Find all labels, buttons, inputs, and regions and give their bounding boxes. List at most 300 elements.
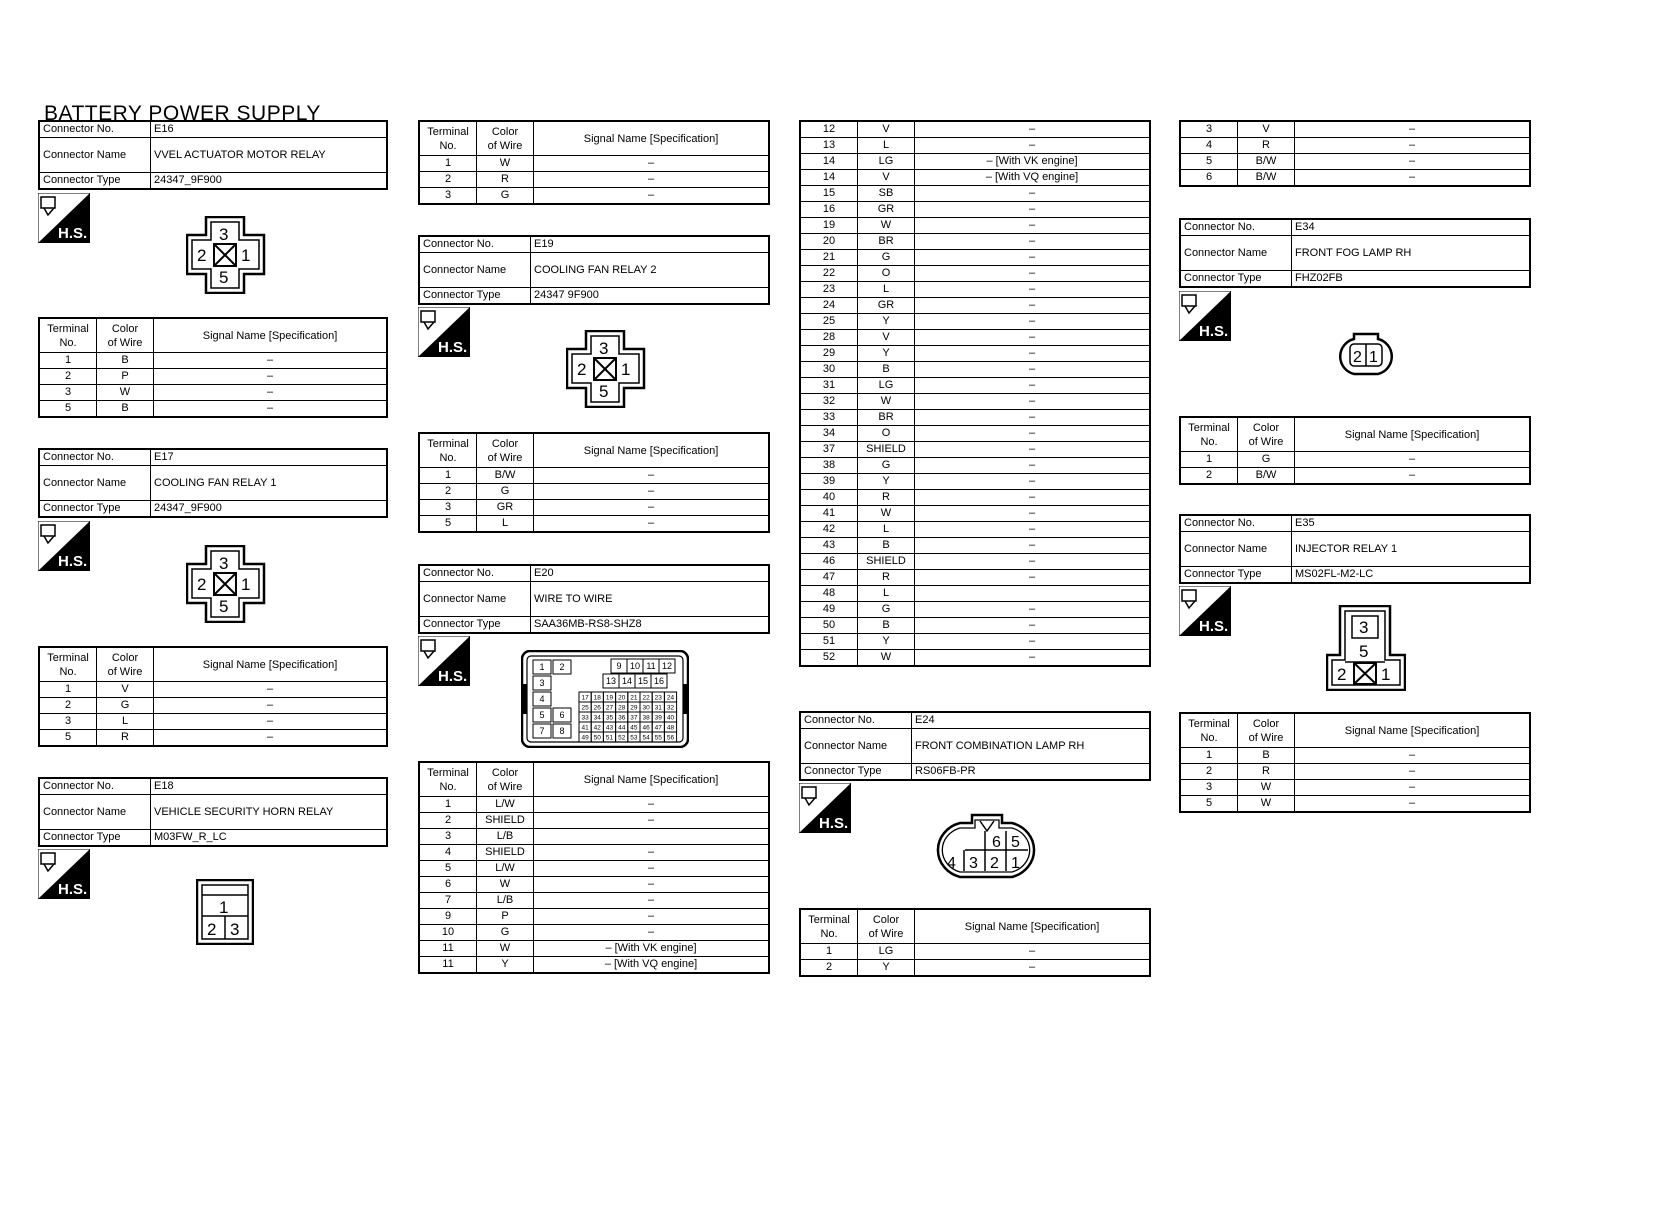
connector-name-value: FRONT COMBINATION LAMP RH xyxy=(912,729,1151,764)
terminal-no: 21 xyxy=(800,250,858,266)
signal-name: – xyxy=(915,474,1151,490)
terminal-row xyxy=(800,202,1150,218)
signal-name: – xyxy=(1295,748,1531,764)
terminal-row xyxy=(800,138,1150,154)
signal-name: – xyxy=(915,298,1151,314)
svg-text:5: 5 xyxy=(1011,834,1020,851)
signal-name: – xyxy=(534,845,770,861)
terminal-no: 11 xyxy=(419,941,477,957)
pin-cell: 46 xyxy=(642,724,650,732)
pin-cell: 16 xyxy=(653,676,665,687)
terminal-row xyxy=(800,426,1150,442)
terminal-no: 42 xyxy=(800,522,858,538)
pin-cell: 22 xyxy=(642,694,650,702)
terminal-no: 48 xyxy=(800,586,858,602)
terminal-row xyxy=(1180,154,1530,170)
terminal-row xyxy=(800,522,1150,538)
wire-color: V xyxy=(858,121,915,138)
wire-color: B/W xyxy=(1238,170,1295,187)
terminal-table-e24-continued xyxy=(1179,120,1531,187)
terminal-row xyxy=(800,250,1150,266)
terminal-no: 2 xyxy=(800,960,858,977)
terminal-row xyxy=(1180,170,1530,187)
wire-color: W xyxy=(477,156,534,172)
signal-name: – xyxy=(154,353,388,369)
signal-name: – xyxy=(915,944,1151,960)
wire-color: B/W xyxy=(477,468,534,484)
pin-cell: 12 xyxy=(661,661,673,672)
terminal-row xyxy=(800,538,1150,554)
signal-name: – xyxy=(915,330,1151,346)
signal-name: – xyxy=(1295,796,1531,813)
terminal-row xyxy=(800,650,1150,667)
wire-color: BR xyxy=(858,234,915,250)
terminal-row xyxy=(800,506,1150,522)
pin-cell: 24 xyxy=(666,694,675,702)
wire-color: G xyxy=(477,925,534,941)
terminal-row xyxy=(800,570,1150,586)
terminal-no: 25 xyxy=(800,314,858,330)
wire-color: SHIELD xyxy=(477,813,534,829)
signal-name: – xyxy=(154,385,388,401)
connector-face-e34 xyxy=(1332,332,1400,381)
pin-cell: 25 xyxy=(581,704,589,712)
terminal-no: 5 xyxy=(419,516,477,533)
terminal-row xyxy=(419,797,769,813)
wire-color: SHIELD xyxy=(858,554,915,570)
terminal-row xyxy=(419,156,769,172)
terminal-row xyxy=(39,401,387,418)
terminal-no: 46 xyxy=(800,554,858,570)
terminal-row xyxy=(419,188,769,205)
connector-info-e34: Connector No. E34 Connector Name FRONT FOG LAMP RH Connector Type FHZ02FB xyxy=(1179,218,1531,288)
connector-type-value: 24347_9F900 xyxy=(151,501,388,518)
page-title: BATTERY POWER SUPPLY xyxy=(44,102,321,125)
terminal-no: 15 xyxy=(800,186,858,202)
wire-color: G xyxy=(858,458,915,474)
terminal-no: 20 xyxy=(800,234,858,250)
pin-cell: 11 xyxy=(646,661,656,672)
pin-cell: 10 xyxy=(629,661,641,672)
signal-name: – xyxy=(915,506,1151,522)
terminal-no: 30 xyxy=(800,362,858,378)
signal-name: – xyxy=(915,650,1151,667)
connector-name-value: WIRE TO WIRE xyxy=(531,582,770,617)
terminal-row xyxy=(800,186,1150,202)
terminal-no: 14 xyxy=(800,154,858,170)
wire-color: B xyxy=(1238,748,1295,764)
signal-name: – xyxy=(154,682,388,698)
svg-text:3: 3 xyxy=(969,855,978,872)
wire-color: G xyxy=(858,250,915,266)
connector-no-value: E20 xyxy=(531,565,770,582)
terminal-no: 2 xyxy=(39,698,97,714)
terminal-row xyxy=(800,362,1150,378)
terminal-row xyxy=(1180,468,1530,485)
wire-color: BR xyxy=(858,410,915,426)
pin-2: 2 xyxy=(197,246,207,265)
terminal-no: 52 xyxy=(800,650,858,667)
signal-name: – xyxy=(534,156,770,172)
signal-name: – xyxy=(915,410,1151,426)
wire-color: V xyxy=(858,170,915,186)
signal-name: – xyxy=(534,172,770,188)
signal-name: – xyxy=(154,401,388,418)
pin-cell: 42 xyxy=(593,724,601,732)
svg-text:2: 2 xyxy=(990,855,999,872)
pin-cell: 20 xyxy=(618,694,626,702)
connector-face-e17 xyxy=(186,545,266,628)
wire-color: W xyxy=(477,877,534,893)
connector-name-value: VEHICLE SECURITY HORN RELAY xyxy=(151,795,388,830)
terminal-row xyxy=(800,586,1150,602)
hs-badge-icon xyxy=(38,521,90,571)
svg-text:H.S.: H.S. xyxy=(1199,618,1229,635)
terminal-row xyxy=(800,458,1150,474)
pin-cell: 2 xyxy=(559,662,565,673)
pin-cell: 37 xyxy=(630,714,638,722)
terminal-no: 33 xyxy=(800,410,858,426)
terminal-no: 1 xyxy=(1180,452,1238,468)
pin-cell: 28 xyxy=(618,704,626,712)
signal-name: – [With VQ engine] xyxy=(534,957,770,974)
connector-type-value: RS06FB-PR xyxy=(912,764,1151,781)
terminal-no: 34 xyxy=(800,426,858,442)
wire-color: B xyxy=(858,618,915,634)
terminal-no: 5 xyxy=(39,730,97,747)
terminal-row xyxy=(419,941,769,957)
svg-text:H.S.: H.S. xyxy=(1199,323,1229,340)
terminal-no: 32 xyxy=(800,394,858,410)
terminal-no: 3 xyxy=(39,714,97,730)
terminal-row xyxy=(800,394,1150,410)
terminal-row xyxy=(39,369,387,385)
signal-name: – xyxy=(915,218,1151,234)
pin-cell: 15 xyxy=(637,676,649,687)
wire-color: G xyxy=(477,188,534,205)
signal-name: – xyxy=(915,602,1151,618)
terminal-no: 41 xyxy=(800,506,858,522)
terminal-row xyxy=(419,813,769,829)
terminal-no: 12 xyxy=(800,121,858,138)
svg-text:2: 2 xyxy=(197,575,207,594)
signal-name: – xyxy=(534,861,770,877)
wire-color: G xyxy=(477,484,534,500)
terminal-row xyxy=(800,554,1150,570)
terminal-row xyxy=(419,172,769,188)
signal-name: – xyxy=(915,490,1151,506)
pin-cell: 23 xyxy=(654,694,662,702)
svg-text:1: 1 xyxy=(621,360,631,379)
signal-name: – xyxy=(915,960,1151,977)
signal-name: – xyxy=(915,202,1151,218)
signal-name: – xyxy=(915,570,1151,586)
signal-name: – xyxy=(915,234,1151,250)
wire-color: B xyxy=(858,362,915,378)
wire-color: R xyxy=(858,570,915,586)
terminal-row xyxy=(39,730,387,747)
connector-name-value: VVEL ACTUATOR MOTOR RELAY xyxy=(151,138,388,173)
terminal-no: 3 xyxy=(1180,121,1238,138)
terminal-row xyxy=(800,282,1150,298)
terminal-no: 1 xyxy=(419,468,477,484)
signal-name: – xyxy=(534,909,770,925)
signal-name: – [With VQ engine] xyxy=(915,170,1151,186)
terminal-row xyxy=(419,957,769,974)
svg-text:1: 1 xyxy=(1011,855,1020,872)
wire-color: SB xyxy=(858,186,915,202)
signal-name: – xyxy=(915,250,1151,266)
terminal-no: 2 xyxy=(419,484,477,500)
pin-cell: 56 xyxy=(666,734,675,742)
terminal-no: 3 xyxy=(1180,780,1238,796)
wire-color: L xyxy=(858,522,915,538)
svg-text:2: 2 xyxy=(1337,665,1347,684)
connector-face-e19 xyxy=(566,330,646,413)
wire-color: B xyxy=(858,538,915,554)
hs-badge-label: H.S. xyxy=(58,225,88,242)
signal-name: – xyxy=(915,346,1151,362)
signal-name: – xyxy=(534,893,770,909)
connector-no-value: E16 xyxy=(151,121,388,138)
hs-badge-icon xyxy=(1179,291,1231,341)
svg-text:1: 1 xyxy=(219,898,229,917)
terminal-row xyxy=(1180,121,1530,138)
wire-color: W xyxy=(1238,796,1295,813)
wire-color: L/B xyxy=(477,829,534,845)
connector-type-value: 24347_9F900 xyxy=(151,173,388,190)
signal-name: – xyxy=(915,282,1151,298)
terminal-no: 1 xyxy=(800,944,858,960)
terminal-table-e18: Terminal No. Color of Wire Signal Name [Specification] 1 W – 2 R – 3 G – xyxy=(418,120,770,205)
terminal-no: 16 xyxy=(800,202,858,218)
connector-info-e19: Connector No. E19 Connector Name COOLING FAN RELAY 2 Connector Type 24347 9F900 xyxy=(418,235,770,305)
svg-text:5: 5 xyxy=(1359,642,1369,661)
terminal-no: 38 xyxy=(800,458,858,474)
terminal-no: 1 xyxy=(39,353,97,369)
connector-no-value: E24 xyxy=(912,712,1151,729)
pin-cell: 8 xyxy=(559,726,565,737)
pin-cell: 14 xyxy=(621,676,633,687)
terminal-row xyxy=(419,861,769,877)
wire-color: P xyxy=(477,909,534,925)
wire-color: LG xyxy=(858,378,915,394)
terminal-table-e20: Terminal No. Color of Wire Signal Name [Specification] 1 L/W – 2 SHIELD – 3 L/B 4 SHIELD – 5 L/W – 6 W – 7 L/B – 9 P – 10 G – 11 W – [With VK engine] 11 Y – [With VQ engine] xyxy=(418,761,770,974)
wire-color: GR xyxy=(858,202,915,218)
wire-color: L xyxy=(97,714,154,730)
pin-cell: 48 xyxy=(666,724,675,732)
terminal-row xyxy=(800,346,1150,362)
terminal-no: 19 xyxy=(800,218,858,234)
wire-color: SHIELD xyxy=(477,845,534,861)
terminal-table-e20-continued xyxy=(799,120,1151,667)
signal-name xyxy=(915,586,1151,602)
terminal-no: 1 xyxy=(1180,748,1238,764)
terminal-row xyxy=(800,490,1150,506)
terminal-row xyxy=(800,330,1150,346)
terminal-table-e35: Terminal No. Color of Wire Signal Name [Specification] 1 B – 2 R – 3 W – 5 W – xyxy=(1179,712,1531,813)
pin-cell: 45 xyxy=(630,724,638,732)
connector-type-value: 24347 9F900 xyxy=(531,288,770,305)
terminal-row xyxy=(419,500,769,516)
svg-text:2: 2 xyxy=(1353,349,1362,366)
pin-cell: 9 xyxy=(616,661,622,672)
pin-cell: 27 xyxy=(605,704,614,712)
terminal-row xyxy=(419,829,769,845)
signal-name: – xyxy=(915,426,1151,442)
terminal-row xyxy=(419,484,769,500)
terminal-row xyxy=(800,634,1150,650)
pin-cell: 54 xyxy=(642,734,650,742)
wire-color: B/W xyxy=(1238,468,1295,485)
wire-color: W xyxy=(858,650,915,667)
wire-color: G xyxy=(858,602,915,618)
terminal-no: 39 xyxy=(800,474,858,490)
signal-name: – xyxy=(915,458,1151,474)
terminal-row xyxy=(419,877,769,893)
pin-1: 1 xyxy=(241,246,251,265)
signal-name: – xyxy=(1295,780,1531,796)
pin-cell: 52 xyxy=(618,734,626,742)
connector-info-e35: Connector No. E35 Connector Name INJECTOR RELAY 1 Connector Type MS02FL-M2-LC xyxy=(1179,514,1531,584)
signal-name: – xyxy=(915,394,1151,410)
terminal-table-e19: Terminal No. Color of Wire Signal Name [Specification] 1 B/W – 2 G – 3 GR – 5 L – xyxy=(418,432,770,533)
connector-type-value: FHZ02FB xyxy=(1292,271,1531,288)
terminal-no: 2 xyxy=(1180,468,1238,485)
terminal-row xyxy=(800,218,1150,234)
terminal-no: 51 xyxy=(800,634,858,650)
terminal-no: 40 xyxy=(800,490,858,506)
pin-cell: 29 xyxy=(630,704,638,712)
svg-text:H.S.: H.S. xyxy=(819,815,849,832)
terminal-row xyxy=(39,353,387,369)
svg-text:2: 2 xyxy=(207,920,217,939)
pin-cell: 33 xyxy=(581,714,589,722)
terminal-row xyxy=(800,960,1150,977)
terminal-row xyxy=(39,714,387,730)
connector-no-label: Connector No. xyxy=(39,121,151,138)
terminal-row xyxy=(1180,748,1530,764)
signal-name: – xyxy=(915,522,1151,538)
svg-text:3: 3 xyxy=(599,339,609,358)
pin-cell: 36 xyxy=(618,714,626,722)
terminal-row xyxy=(800,170,1150,186)
signal-name: – xyxy=(1295,121,1531,138)
connector-info-e18: Connector No. E18 Connector Name VEHICLE SECURITY HORN RELAY Connector Type M03FW_R_LC xyxy=(38,777,388,847)
connector-no-value: E19 xyxy=(531,236,770,253)
terminal-no: 22 xyxy=(800,266,858,282)
terminal-no: 3 xyxy=(39,385,97,401)
terminal-no: 4 xyxy=(1180,138,1238,154)
terminal-no: 7 xyxy=(419,893,477,909)
connector-name-value: INJECTOR RELAY 1 xyxy=(1292,532,1531,567)
terminal-row xyxy=(800,618,1150,634)
wire-color: Y xyxy=(858,960,915,977)
terminal-no: 37 xyxy=(800,442,858,458)
terminal-no: 2 xyxy=(39,369,97,385)
signal-name: – xyxy=(534,516,770,533)
wire-color: R xyxy=(858,490,915,506)
terminal-row xyxy=(800,410,1150,426)
terminal-no: 23 xyxy=(800,282,858,298)
signal-name: – xyxy=(915,378,1151,394)
pin-cell: 1 xyxy=(539,662,545,673)
terminal-no: 24 xyxy=(800,298,858,314)
pin-3: 3 xyxy=(219,225,229,244)
signal-name: – xyxy=(154,730,388,747)
signal-name: – xyxy=(534,797,770,813)
signal-name: – xyxy=(1295,468,1531,485)
wire-color: L/W xyxy=(477,861,534,877)
pin-cell: 6 xyxy=(559,710,565,721)
connector-no-value: E18 xyxy=(151,778,388,795)
signal-name: – xyxy=(1295,764,1531,780)
pin-cell: 18 xyxy=(593,694,601,702)
pin-cell: 40 xyxy=(666,714,675,722)
wire-color: L/B xyxy=(477,893,534,909)
signal-name: – xyxy=(534,484,770,500)
pin-cell: 34 xyxy=(593,714,601,722)
signal-name: – xyxy=(154,369,388,385)
terminal-no: 10 xyxy=(419,925,477,941)
connector-face-e35 xyxy=(1326,605,1406,696)
pin-cell: 30 xyxy=(642,704,650,712)
terminal-no: 31 xyxy=(800,378,858,394)
pin-cell: 44 xyxy=(618,724,626,732)
terminal-no: 6 xyxy=(419,877,477,893)
connector-type-value: SAA36MB-RS8-SHZ8 xyxy=(531,617,770,634)
terminal-no: 13 xyxy=(800,138,858,154)
terminal-row xyxy=(39,385,387,401)
terminal-no: 5 xyxy=(1180,796,1238,813)
signal-name: – xyxy=(1295,154,1531,170)
pin-cell: 43 xyxy=(605,724,614,732)
terminal-row xyxy=(1180,138,1530,154)
wire-color: Y xyxy=(858,314,915,330)
pin-cell: 35 xyxy=(605,714,614,722)
wire-color: Y xyxy=(858,346,915,362)
signal-name: – xyxy=(1295,170,1531,187)
terminal-no: 3 xyxy=(419,500,477,516)
signal-name: – xyxy=(915,138,1151,154)
pin-cell: 19 xyxy=(605,694,614,702)
wire-color: W xyxy=(858,218,915,234)
pin-cell: 55 xyxy=(654,734,662,742)
pin-cell: 50 xyxy=(593,734,601,742)
signal-name: – xyxy=(534,468,770,484)
svg-text:2: 2 xyxy=(577,360,587,379)
hs-badge-icon xyxy=(38,193,90,243)
signal-name: – xyxy=(915,121,1151,138)
terminal-table-e16: Terminal No. Color of Wire Signal Name [Specification] 1 B – 2 P – 3 W – 5 B – xyxy=(38,317,388,418)
pin-cell: 4 xyxy=(539,694,545,705)
signal-name: – xyxy=(915,186,1151,202)
wire-color: G xyxy=(97,698,154,714)
terminal-row xyxy=(419,925,769,941)
terminal-table-e17: Terminal No. Color of Wire Signal Name [Specification] 1 V – 2 G – 3 L – 5 R – xyxy=(38,646,388,747)
signal-name: – [With VK engine] xyxy=(915,154,1151,170)
wire-color: LG xyxy=(858,944,915,960)
wire-color: GR xyxy=(477,500,534,516)
terminal-row xyxy=(1180,780,1530,796)
signal-name: – xyxy=(1295,452,1531,468)
signal-name: – xyxy=(534,500,770,516)
wire-color: L xyxy=(858,138,915,154)
wire-color: W xyxy=(1238,780,1295,796)
hs-badge-icon xyxy=(418,307,470,357)
wire-color: L xyxy=(858,282,915,298)
pin-cell: 13 xyxy=(605,676,617,687)
